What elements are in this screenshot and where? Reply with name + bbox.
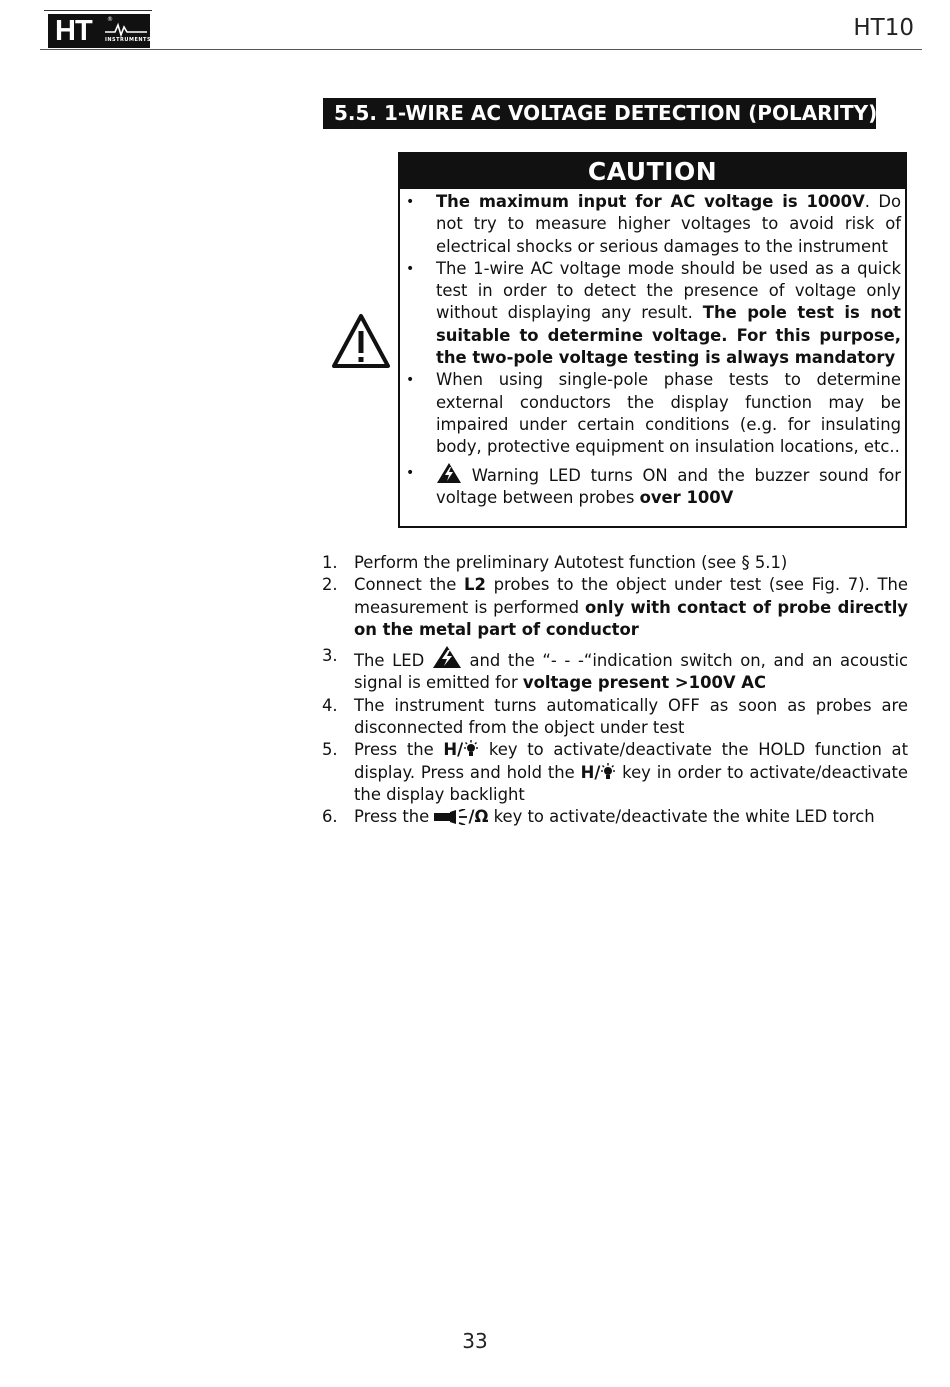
bullet: •: [406, 194, 415, 210]
hold-key-label: H/: [580, 762, 601, 782]
bullet: •: [406, 260, 415, 277]
step-text: probes to the object under test (see Fig. 7). The measurement is performed: [354, 575, 908, 617]
step-item: [322, 695, 908, 740]
step-text: key to activate/deactivate the white LED torch: [488, 807, 875, 827]
step-text: and the “- - -“indication switch on, and an acoustic signal is emitted for: [354, 651, 909, 693]
step-item: [322, 739, 908, 806]
step-text: key to activate/deactivate the HOLD function at display. Press and hold the: [354, 740, 908, 782]
caution-item: [400, 462, 901, 510]
step-text: key in order to activate/deactivate the display backlight: [354, 762, 908, 804]
page-number: 33: [462, 1329, 488, 1353]
torch-icon: [434, 809, 468, 825]
step-text: Perform the preliminary Autotest function (see § 5.1): [354, 553, 788, 572]
caution-box: [398, 152, 907, 528]
registered-mark: ®: [107, 16, 113, 23]
step-item: [322, 574, 908, 641]
step-bold: L2: [464, 575, 486, 595]
backlight-bulb-icon: [600, 763, 616, 781]
logo-subtitle: INSTRUMENTS: [105, 37, 152, 43]
caution-item-bold: The maximum input for AC voltage is 1000V: [436, 192, 865, 211]
caution-item: [400, 191, 901, 258]
step-bold: only with contact of probe directly on the metal part of conductor: [354, 597, 908, 639]
caution-item-text: . Do not try to measure higher voltages to avoid risk of electrical shocks or serious damages to the instrument: [436, 192, 901, 256]
procedure-steps: [322, 552, 908, 829]
torch-key-label: /Ω: [468, 807, 489, 827]
caution-title: CAUTION: [400, 154, 905, 189]
waveform-icon: [105, 21, 147, 37]
caution-item-bold: over 100V: [639, 487, 734, 507]
step-number: 2.: [322, 575, 338, 595]
step-item: [322, 806, 908, 828]
bullet: •: [406, 372, 415, 389]
step-text: The LED: [354, 651, 432, 671]
step-number: 3.: [322, 646, 338, 666]
bullet: •: [406, 464, 415, 481]
step-text: The instrument turns automatically OFF as soon as probes are disconnected from the object under test: [354, 695, 908, 738]
caution-item: [400, 369, 901, 458]
header-divider: [40, 49, 922, 50]
step-text: Connect the: [354, 575, 465, 595]
caution-item: [400, 258, 901, 369]
step-number: 1.: [322, 553, 338, 572]
caution-item-bold: The pole test is not suitable to determine voltage. For this purpose, the two-pole voltage testing is always mandatory: [436, 303, 902, 368]
caution-list: [400, 189, 905, 509]
backlight-bulb-icon: [463, 740, 479, 758]
step-text: Press the: [354, 740, 444, 760]
voltage-led-icon: [432, 645, 462, 669]
brand-logo: [44, 10, 150, 48]
caution-item-text: Warning LED turns ON and the buzzer sound for voltage between probes: [436, 465, 901, 507]
warning-triangle-icon: [331, 313, 391, 369]
caution-item-text: The 1-wire AC voltage mode should be used as a quick test in order to detect the presence of voltage only without displaying any result.: [436, 258, 901, 323]
step-item: [322, 645, 908, 695]
model-code: HT10: [853, 15, 914, 41]
step-number: 6.: [322, 807, 338, 827]
step-number: 4.: [322, 695, 338, 715]
logo-rule: [44, 10, 152, 11]
hold-key-label: H/: [443, 740, 464, 760]
logo-box: [48, 14, 150, 48]
logo-text: HT: [55, 15, 92, 47]
step-number: 5.: [322, 740, 338, 760]
voltage-warning-icon: [436, 462, 462, 484]
step-bold: voltage present >100V AC: [522, 673, 766, 693]
step-item: [322, 552, 908, 574]
section-title: 5.5. 1-WIRE AC VOLTAGE DETECTION (POLARITY): [323, 98, 876, 129]
step-text: Press the: [354, 807, 435, 827]
caution-item-text: When using single-pole phase tests to determine external conductors the display function may be impaired under certain conditions (e.g. for insulating body, protective equipment on insulation locations, etc..: [436, 370, 901, 457]
